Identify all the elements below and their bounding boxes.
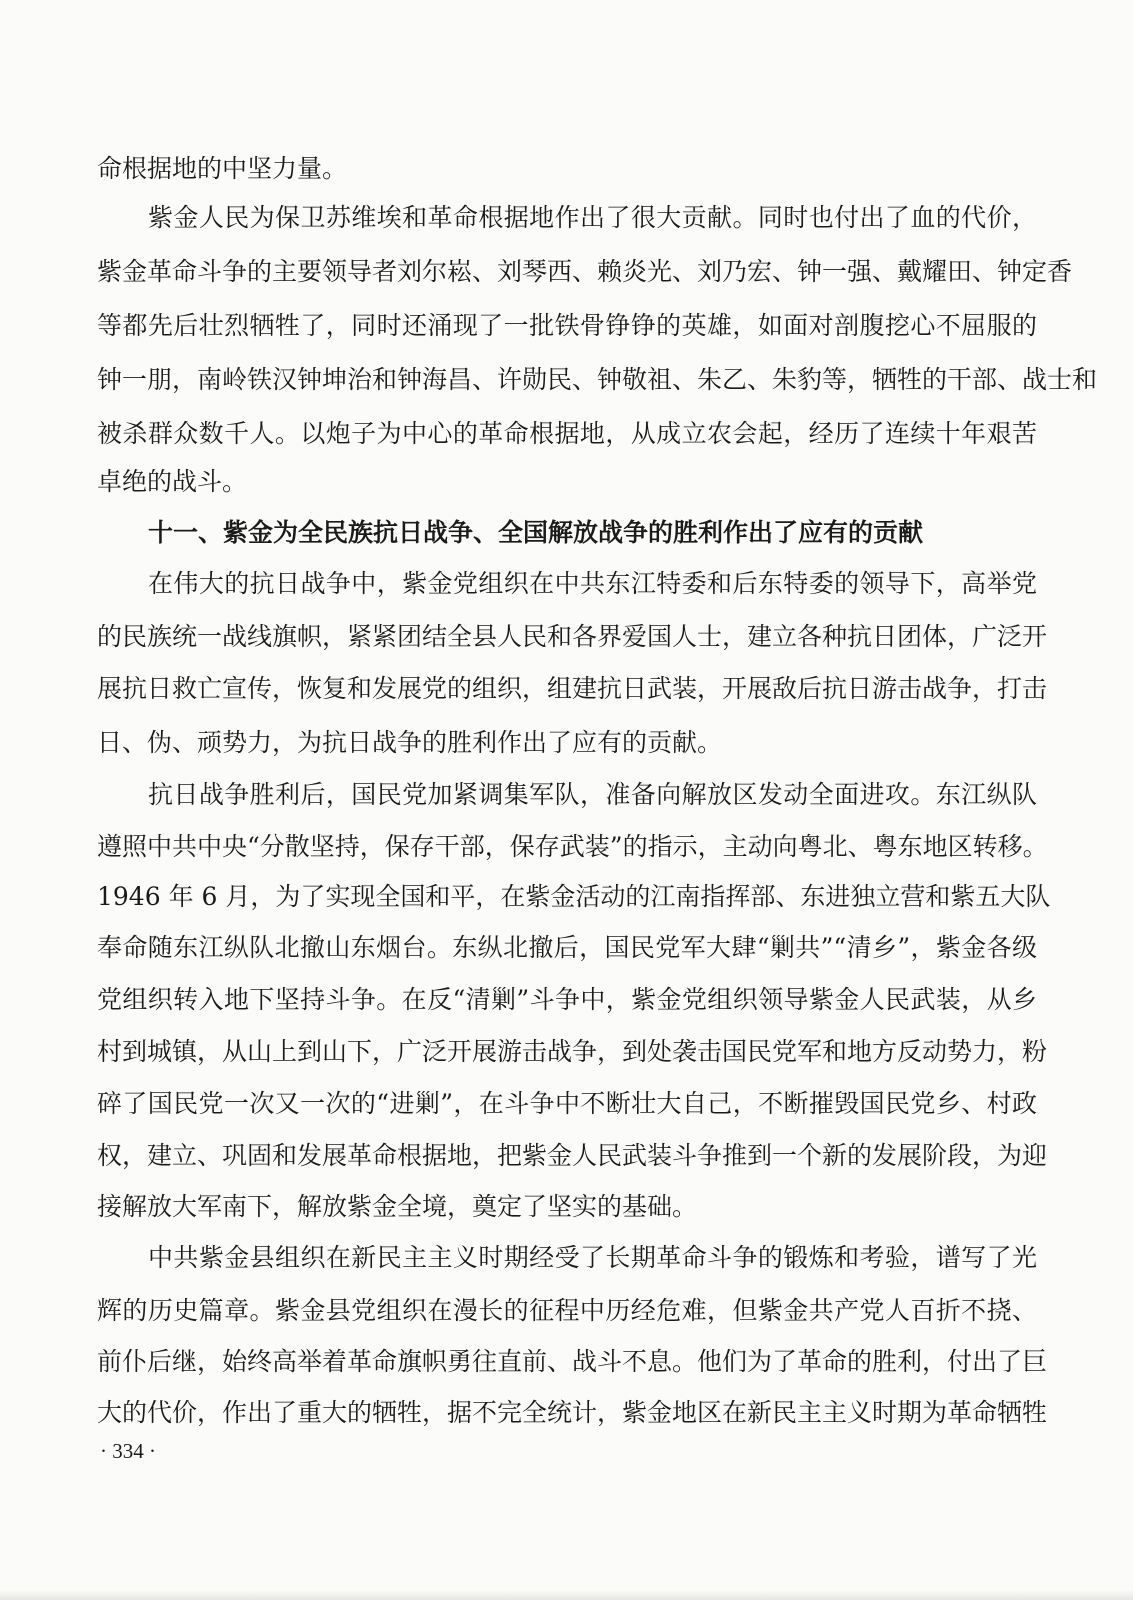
text-line: 权，建立、巩固和发展革命根据地，把紫金人民武装斗争推到一个新的发展阶段，为迎 xyxy=(97,1141,1048,1170)
text-line: 等都先后壮烈牺牲了，同时还涌现了一批铁骨铮铮的英雄，如面对剖腹挖心不屈服的 xyxy=(97,311,1037,340)
text-line: 遵照中共中央“分散坚持，保存干部，保存武装”的指示，主动向粤北、粤东地区转移。 xyxy=(97,832,1048,861)
text-line: 碎了国民党一次又一次的“进剿”，在斗争中不断壮大自己，不断摧毁国民党乡、村政 xyxy=(97,1089,1037,1118)
text-line: 紫金革命斗争的主要领导者刘尔崧、刘琴西、赖炎光、刘乃宏、钟一强、戴耀田、钟定香 xyxy=(97,257,1073,286)
text-line: 展抗日救亡宣传，恢复和发展党的组织，组建抗日武装，开展敌后抗日游击战争，打击 xyxy=(97,674,1048,703)
text-line: 1946 年 6 月，为了实现全国和平，在紫金活动的江南指挥部、东进独立营和紫五大队 xyxy=(97,882,1051,911)
text-line: 村到城镇，从山上到山下，广泛开展游击战争，到处袭击国民党军和地方反动势力，粉 xyxy=(97,1037,1048,1066)
section-heading: 十一、紫金为全民族抗日战争、全国解放战争的胜利作出了应有的贡献 xyxy=(148,518,924,547)
paragraph-first-line: 抗日战争胜利后，国民党加紧调集军队，准备向解放区发动全面进攻。东江纵队 xyxy=(148,780,1037,809)
text-line: 前仆后继，始终高举着革命旗帜勇往直前、战斗不息。他们为了革命的胜利，付出了巨 xyxy=(97,1347,1048,1376)
paragraph-first-line: 在伟大的抗日战争中，紫金党组织在中共东江特委和后东特委的领导下，高举党 xyxy=(148,569,1037,598)
text-line: 的民族统一战线旗帜，紧紧团结全县人民和各界爱国人士，建立各种抗日团体，广泛开 xyxy=(97,622,1048,651)
text-line: 辉的历史篇章。紫金县党组织在漫长的征程中历经危难，但紫金共产党人百折不挠、 xyxy=(97,1296,1037,1325)
text-line: 被杀群众数千人。以炮子为中心的革命根据地，从成立农会起，经历了连续十年艰苦 xyxy=(97,419,1037,448)
text-line: 接解放大军南下，解放紫金全境，奠定了坚实的基础。 xyxy=(97,1192,698,1221)
paragraph-first-line: 紫金人民为保卫苏维埃和革命根据地作出了很大贡献。同时也付出了血的代价， xyxy=(148,203,1037,232)
paragraph-first-line: 中共紫金县组织在新民主主义时期经受了长期革命斗争的锻炼和考验，谱写了光 xyxy=(148,1243,1037,1272)
text-line: 奉命随东江纵队北撤山东烟台。东纵北撤后，国民党军大肆“剿共”“清乡”，紫金各级 xyxy=(97,933,1037,962)
text-line: 日、伪、顽势力，为抗日战争的胜利作出了应有的贡献。 xyxy=(97,728,723,757)
text-line: 大的代价，作出了重大的牺牲，据不完全统计，紫金地区在新民主主义时期为革命牺牲 xyxy=(97,1398,1048,1427)
page-number: · 334 · xyxy=(100,1439,156,1463)
scan-edge-shadow xyxy=(0,1590,1133,1600)
text-line: 命根据地的中坚力量。 xyxy=(97,154,348,183)
text-line: 卓绝的战斗。 xyxy=(97,467,248,496)
text-line: 党组织转入地下坚持斗争。在反“清剿”斗争中，紫金党组织领导紫金人民武装，从乡 xyxy=(97,985,1037,1014)
text-line: 钟一朋，南岭铁汉钟坤治和钟海昌、许勋民、钟敬祖、朱乙、朱豹等，牺牲的干部、战士和 xyxy=(97,365,1098,394)
